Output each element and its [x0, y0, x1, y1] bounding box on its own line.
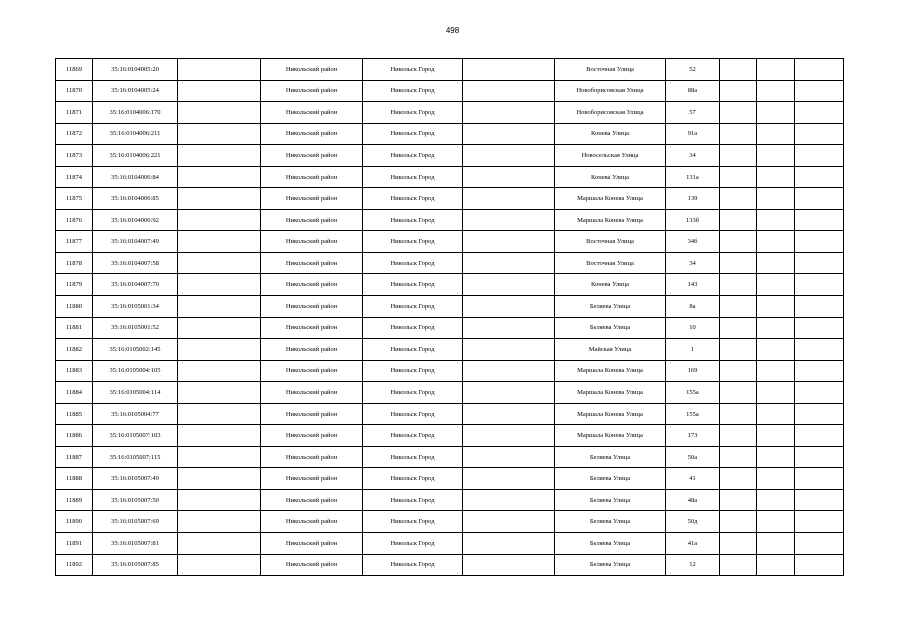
- cell-district: Никольский район: [261, 231, 363, 253]
- cell-district: Никольский район: [261, 296, 363, 318]
- table-row: [56, 468, 844, 490]
- cell-record-number: 11886: [56, 425, 93, 447]
- cell-empty: [795, 209, 844, 231]
- cell-street: Маршала Конева Улица: [555, 360, 666, 382]
- cell-district: Никольский район: [261, 166, 363, 188]
- cell-district: Никольский район: [261, 489, 363, 511]
- cell-empty: [757, 252, 795, 274]
- cell-district: Никольский район: [261, 274, 363, 296]
- cell-city: Никольск Город: [363, 145, 463, 167]
- cell-house-number: 57: [666, 102, 720, 124]
- cell-street: Маршала Конева Улица: [555, 382, 666, 404]
- cell-house-number: 52: [666, 59, 720, 81]
- cell-record-number: 11873: [56, 145, 93, 167]
- cell-empty: [463, 59, 555, 81]
- table-row: [56, 209, 844, 231]
- cell-empty: [720, 468, 757, 490]
- cell-empty: [795, 446, 844, 468]
- cell-empty: [757, 80, 795, 102]
- cell-empty: [178, 533, 261, 555]
- cell-cadastral-number: 35:16:0104005:24: [93, 80, 178, 102]
- cell-empty: [463, 360, 555, 382]
- cell-empty: [463, 403, 555, 425]
- cell-empty: [720, 511, 757, 533]
- cell-cadastral-number: 35:16:0104006:221: [93, 145, 178, 167]
- cell-house-number: 8а: [666, 296, 720, 318]
- cell-empty: [720, 231, 757, 253]
- cell-empty: [757, 166, 795, 188]
- cell-district: Никольский район: [261, 360, 363, 382]
- cell-district: Никольский район: [261, 382, 363, 404]
- cell-record-number: 11885: [56, 403, 93, 425]
- cell-cadastral-number: 35:16:0104006:170: [93, 102, 178, 124]
- cell-cadastral-number: 35:16:0105001:52: [93, 317, 178, 339]
- cell-record-number: 11869: [56, 59, 93, 81]
- cell-street: Восточная Улица: [555, 59, 666, 81]
- cell-empty: [757, 533, 795, 555]
- table-row: [56, 511, 844, 533]
- cell-empty: [795, 403, 844, 425]
- cell-empty: [757, 382, 795, 404]
- cell-cadastral-number: 35:16:0104007:49: [93, 231, 178, 253]
- cell-cadastral-number: 35:16:0105007:85: [93, 554, 178, 576]
- cell-empty: [178, 403, 261, 425]
- table-row: [56, 80, 844, 102]
- cell-house-number: 91а: [666, 123, 720, 145]
- cell-empty: [463, 425, 555, 447]
- cell-empty: [795, 166, 844, 188]
- cell-empty: [795, 59, 844, 81]
- cell-empty: [757, 339, 795, 361]
- cell-district: Никольский район: [261, 102, 363, 124]
- cell-empty: [463, 145, 555, 167]
- cell-house-number: 133б: [666, 209, 720, 231]
- cell-empty: [463, 231, 555, 253]
- cell-district: Никольский район: [261, 252, 363, 274]
- cell-empty: [463, 209, 555, 231]
- cell-empty: [720, 446, 757, 468]
- cell-empty: [720, 80, 757, 102]
- cell-city: Никольск Город: [363, 274, 463, 296]
- cell-empty: [757, 102, 795, 124]
- cell-cadastral-number: 35:16:0105007:81: [93, 533, 178, 555]
- cell-empty: [795, 382, 844, 404]
- cell-district: Никольский район: [261, 59, 363, 81]
- cell-record-number: 11892: [56, 554, 93, 576]
- table-row: [56, 317, 844, 339]
- cell-record-number: 11882: [56, 339, 93, 361]
- cell-empty: [757, 209, 795, 231]
- cell-city: Никольск Город: [363, 252, 463, 274]
- cell-empty: [178, 274, 261, 296]
- cell-district: Никольский район: [261, 317, 363, 339]
- cell-empty: [178, 59, 261, 81]
- cell-record-number: 11871: [56, 102, 93, 124]
- cell-record-number: 11880: [56, 296, 93, 318]
- cell-city: Никольск Город: [363, 123, 463, 145]
- cell-cadastral-number: 35:16:0105002:145: [93, 339, 178, 361]
- cell-street: Беляева Улица: [555, 468, 666, 490]
- cell-empty: [795, 188, 844, 210]
- table-row: [56, 339, 844, 361]
- cell-empty: [795, 274, 844, 296]
- cell-district: Никольский район: [261, 188, 363, 210]
- cell-empty: [795, 80, 844, 102]
- cell-district: Никольский район: [261, 511, 363, 533]
- cell-record-number: 11884: [56, 382, 93, 404]
- cell-empty: [795, 360, 844, 382]
- cell-empty: [720, 102, 757, 124]
- cell-record-number: 11881: [56, 317, 93, 339]
- cell-empty: [795, 123, 844, 145]
- cell-city: Никольск Город: [363, 554, 463, 576]
- cell-cadastral-number: 35:16:0105007:69: [93, 511, 178, 533]
- cell-street: Беляева Улица: [555, 511, 666, 533]
- cell-empty: [463, 446, 555, 468]
- cell-street: Беляева Улица: [555, 489, 666, 511]
- cell-cadastral-number: 35:16:0104007:70: [93, 274, 178, 296]
- cell-street: Беляева Улица: [555, 296, 666, 318]
- cell-empty: [720, 403, 757, 425]
- cell-empty: [720, 166, 757, 188]
- cell-district: Никольский район: [261, 468, 363, 490]
- cell-house-number: 34: [666, 145, 720, 167]
- cell-cadastral-number: 35:16:0105007:50: [93, 489, 178, 511]
- cell-empty: [757, 360, 795, 382]
- cell-empty: [178, 554, 261, 576]
- table-row: [56, 296, 844, 318]
- cell-record-number: 11887: [56, 446, 93, 468]
- table-row: [56, 59, 844, 81]
- cell-empty: [795, 511, 844, 533]
- cell-city: Никольск Город: [363, 231, 463, 253]
- cell-empty: [720, 533, 757, 555]
- cell-city: Никольск Город: [363, 166, 463, 188]
- cell-city: Никольск Город: [363, 317, 463, 339]
- cell-empty: [757, 296, 795, 318]
- table-row: [56, 102, 844, 124]
- cell-house-number: 41а: [666, 533, 720, 555]
- table-row: [56, 166, 844, 188]
- table-row: [56, 145, 844, 167]
- cell-city: Никольск Город: [363, 360, 463, 382]
- cell-street: Восточная Улица: [555, 231, 666, 253]
- cell-empty: [463, 166, 555, 188]
- cell-record-number: 11875: [56, 188, 93, 210]
- cell-house-number: 155а: [666, 403, 720, 425]
- table-row: [56, 123, 844, 145]
- cell-empty: [720, 274, 757, 296]
- cell-empty: [463, 317, 555, 339]
- cell-empty: [795, 102, 844, 124]
- cell-house-number: 143: [666, 274, 720, 296]
- cell-city: Никольск Город: [363, 425, 463, 447]
- cell-city: Никольск Город: [363, 468, 463, 490]
- cell-empty: [178, 360, 261, 382]
- cell-cadastral-number: 35:16:0104006:84: [93, 166, 178, 188]
- cell-empty: [720, 554, 757, 576]
- cell-empty: [463, 252, 555, 274]
- cell-empty: [757, 425, 795, 447]
- cell-empty: [757, 59, 795, 81]
- cell-empty: [178, 317, 261, 339]
- cell-empty: [720, 59, 757, 81]
- cell-city: Никольск Город: [363, 403, 463, 425]
- cell-empty: [463, 296, 555, 318]
- cell-cadastral-number: 35:16:0105007:49: [93, 468, 178, 490]
- cell-empty: [795, 339, 844, 361]
- cell-empty: [463, 489, 555, 511]
- cell-empty: [720, 296, 757, 318]
- cell-district: Никольский район: [261, 425, 363, 447]
- cell-empty: [757, 403, 795, 425]
- cell-street: Маршала Конева Улица: [555, 425, 666, 447]
- cell-empty: [720, 382, 757, 404]
- cell-empty: [463, 382, 555, 404]
- cell-house-number: 139: [666, 188, 720, 210]
- cell-empty: [720, 425, 757, 447]
- table-body: [56, 59, 844, 576]
- cell-cadastral-number: 35:16:0105007:103: [93, 425, 178, 447]
- cell-empty: [795, 425, 844, 447]
- cell-street: Беляева Улица: [555, 446, 666, 468]
- cell-empty: [757, 468, 795, 490]
- cell-empty: [463, 102, 555, 124]
- cell-empty: [463, 511, 555, 533]
- cell-street: Маршала Конева Улица: [555, 209, 666, 231]
- cell-street: Новоборисовская Улица: [555, 102, 666, 124]
- cell-city: Никольск Город: [363, 102, 463, 124]
- cell-empty: [463, 339, 555, 361]
- table-row: [56, 382, 844, 404]
- cell-city: Никольск Город: [363, 188, 463, 210]
- cell-empty: [757, 511, 795, 533]
- cell-cadastral-number: 35:16:0104006:85: [93, 188, 178, 210]
- cell-street: Майская Улица: [555, 339, 666, 361]
- cell-empty: [178, 231, 261, 253]
- cell-empty: [757, 188, 795, 210]
- cell-city: Никольск Город: [363, 489, 463, 511]
- cell-empty: [720, 123, 757, 145]
- cell-empty: [178, 511, 261, 533]
- cell-empty: [795, 554, 844, 576]
- cell-empty: [757, 317, 795, 339]
- cell-street: Конева Улица: [555, 274, 666, 296]
- cell-district: Никольский район: [261, 554, 363, 576]
- cell-empty: [757, 446, 795, 468]
- cell-cadastral-number: 35:16:0104007:58: [93, 252, 178, 274]
- cell-empty: [720, 188, 757, 210]
- cell-street: Конева Улица: [555, 123, 666, 145]
- cell-record-number: 11876: [56, 209, 93, 231]
- cell-street: Беляева Улица: [555, 554, 666, 576]
- cell-empty: [178, 252, 261, 274]
- table-row: [56, 403, 844, 425]
- cell-empty: [795, 296, 844, 318]
- cell-empty: [463, 554, 555, 576]
- cell-empty: [720, 317, 757, 339]
- table-row: [56, 188, 844, 210]
- cell-city: Никольск Город: [363, 80, 463, 102]
- cell-empty: [178, 489, 261, 511]
- cell-house-number: 10: [666, 317, 720, 339]
- cell-empty: [757, 231, 795, 253]
- cell-empty: [463, 468, 555, 490]
- registry-table: [55, 58, 844, 576]
- cell-record-number: 11879: [56, 274, 93, 296]
- cell-record-number: 11891: [56, 533, 93, 555]
- table-row: [56, 554, 844, 576]
- cell-district: Никольский район: [261, 209, 363, 231]
- cell-city: Никольск Город: [363, 339, 463, 361]
- cell-empty: [178, 188, 261, 210]
- cell-empty: [463, 80, 555, 102]
- cell-house-number: 173: [666, 425, 720, 447]
- cell-house-number: 41: [666, 468, 720, 490]
- cell-empty: [720, 145, 757, 167]
- cell-street: Новоборисовская Улица: [555, 80, 666, 102]
- cell-street: Маршала Конева Улица: [555, 188, 666, 210]
- cell-cadastral-number: 35:16:0104006:92: [93, 209, 178, 231]
- cell-city: Никольск Город: [363, 382, 463, 404]
- table-row: [56, 446, 844, 468]
- cell-house-number: 48а: [666, 489, 720, 511]
- cell-empty: [463, 123, 555, 145]
- cell-city: Никольск Город: [363, 209, 463, 231]
- cell-empty: [463, 274, 555, 296]
- cell-empty: [795, 145, 844, 167]
- cell-record-number: 11889: [56, 489, 93, 511]
- cell-cadastral-number: 35:16:0105004:114: [93, 382, 178, 404]
- cell-district: Никольский район: [261, 446, 363, 468]
- cell-street: Конева Улица: [555, 166, 666, 188]
- cell-empty: [178, 80, 261, 102]
- cell-house-number: 50а: [666, 446, 720, 468]
- cell-record-number: 11874: [56, 166, 93, 188]
- cell-street: Беляева Улица: [555, 317, 666, 339]
- cell-house-number: 169: [666, 360, 720, 382]
- cell-district: Никольский район: [261, 123, 363, 145]
- cell-record-number: 11870: [56, 80, 93, 102]
- cell-empty: [178, 425, 261, 447]
- cell-empty: [795, 533, 844, 555]
- cell-cadastral-number: 35:16:0104006:211: [93, 123, 178, 145]
- cell-city: Никольск Город: [363, 59, 463, 81]
- cell-house-number: 34: [666, 252, 720, 274]
- table-row: [56, 360, 844, 382]
- cell-cadastral-number: 35:16:0105004:105: [93, 360, 178, 382]
- cell-house-number: 12: [666, 554, 720, 576]
- cell-empty: [178, 382, 261, 404]
- cell-empty: [178, 123, 261, 145]
- cell-empty: [795, 231, 844, 253]
- table-row: [56, 533, 844, 555]
- cell-street: Беляева Улица: [555, 533, 666, 555]
- cell-empty: [720, 339, 757, 361]
- cell-empty: [795, 317, 844, 339]
- cell-empty: [795, 489, 844, 511]
- cell-record-number: 11888: [56, 468, 93, 490]
- cell-house-number: 34б: [666, 231, 720, 253]
- table-row: [56, 231, 844, 253]
- cell-empty: [178, 102, 261, 124]
- cell-city: Никольск Город: [363, 296, 463, 318]
- cell-empty: [795, 252, 844, 274]
- cell-empty: [795, 468, 844, 490]
- cell-cadastral-number: 35:16:0105004:77: [93, 403, 178, 425]
- cell-empty: [757, 123, 795, 145]
- cell-city: Никольск Город: [363, 446, 463, 468]
- cell-city: Никольск Город: [363, 533, 463, 555]
- cell-empty: [757, 274, 795, 296]
- cell-city: Никольск Город: [363, 511, 463, 533]
- cell-empty: [757, 554, 795, 576]
- table-row: [56, 489, 844, 511]
- cell-house-number: 88а: [666, 80, 720, 102]
- cell-street: Восточная Улица: [555, 252, 666, 274]
- cell-empty: [463, 188, 555, 210]
- cell-district: Никольский район: [261, 80, 363, 102]
- cell-record-number: 11883: [56, 360, 93, 382]
- cell-district: Никольский район: [261, 533, 363, 555]
- cell-record-number: 11872: [56, 123, 93, 145]
- table-row: [56, 425, 844, 447]
- cell-empty: [720, 209, 757, 231]
- cell-empty: [178, 166, 261, 188]
- cell-empty: [720, 489, 757, 511]
- cell-empty: [178, 446, 261, 468]
- cell-empty: [757, 145, 795, 167]
- cell-house-number: 50д: [666, 511, 720, 533]
- cell-house-number: 131а: [666, 166, 720, 188]
- cell-empty: [178, 145, 261, 167]
- cell-district: Никольский район: [261, 145, 363, 167]
- table-row: [56, 274, 844, 296]
- cell-district: Никольский район: [261, 403, 363, 425]
- cell-record-number: 11890: [56, 511, 93, 533]
- cell-house-number: 155а: [666, 382, 720, 404]
- cell-cadastral-number: 35:16:0105007:115: [93, 446, 178, 468]
- cell-street: Маршала Конева Улица: [555, 403, 666, 425]
- cell-empty: [178, 468, 261, 490]
- cell-cadastral-number: 35:16:0105001:34: [93, 296, 178, 318]
- cell-empty: [178, 296, 261, 318]
- cell-empty: [178, 339, 261, 361]
- cell-house-number: 1: [666, 339, 720, 361]
- cell-street: Новосельская Улица: [555, 145, 666, 167]
- cell-empty: [757, 489, 795, 511]
- cell-empty: [463, 533, 555, 555]
- cell-empty: [178, 209, 261, 231]
- table-row: [56, 252, 844, 274]
- page-number: 498: [445, 26, 460, 35]
- cell-record-number: 11878: [56, 252, 93, 274]
- cell-record-number: 11877: [56, 231, 93, 253]
- cell-district: Никольский район: [261, 339, 363, 361]
- cell-empty: [720, 252, 757, 274]
- cell-empty: [720, 360, 757, 382]
- cell-cadastral-number: 35:16:0104005:20: [93, 59, 178, 81]
